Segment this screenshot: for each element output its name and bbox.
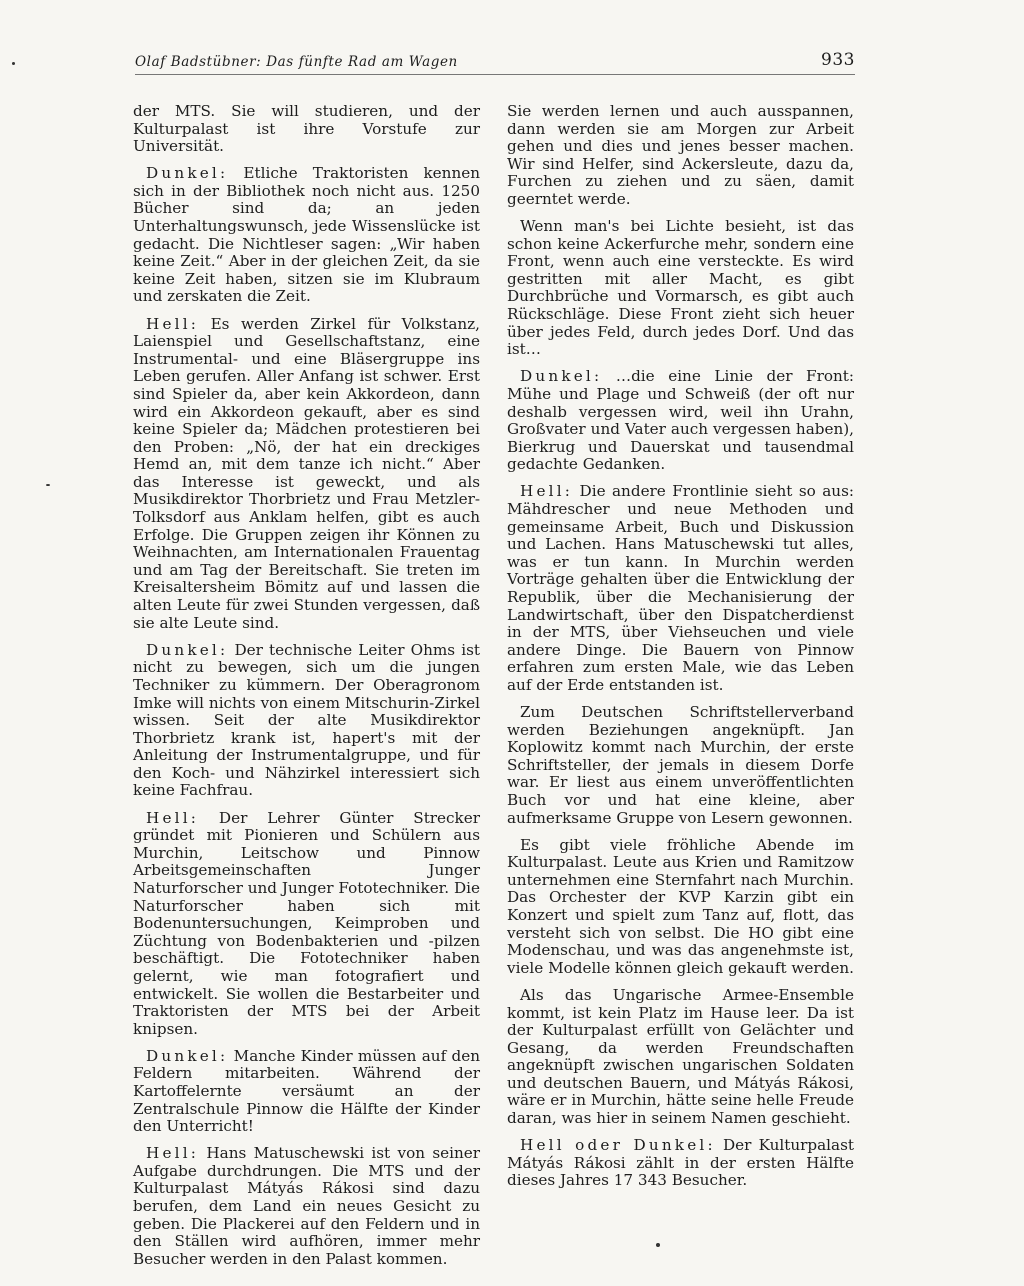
paragraph: [133, 165, 480, 306]
right-column: [507, 103, 854, 1199]
paragraph: [133, 810, 480, 1039]
speaker-label: Hell:: [520, 482, 574, 501]
paragraph: [133, 1048, 480, 1136]
paragraph-text: Der technische Leiter Ohms ist nicht zu bewegen, sich um die jungen Techniker zu kümmern. Der Oberagronom Imke will nichts von einem Mitschurin-Zirkel wissen. Seit der alte Musikdirektor Thorbrietz krank ist, hapert's mit der Anleitung der Instrumentalgruppe, und für den Koch- und Nähzirkel interessiert sich keine Fachfrau.: [133, 640, 480, 800]
paragraph-text: Wenn man's bei Lichte besieht, ist das schon keine Ackerfurche mehr, sondern eine Front, wenn auch eine versteckte. Es wird gestritten mit aller Macht, es gibt Durchbrüche und Vormarsch, es gibt auch Rückschläge. Diese Front zieht sich heuer über jedes Feld, durch jedes Dorf. Und das ist…: [507, 217, 854, 359]
paragraph-text: der MTS. Sie will studieren, und der Kulturpalast ist ihre Vorstufe zur Universität.: [133, 102, 480, 156]
paragraph: [507, 837, 854, 978]
speaker-label: Hell oder Dunkel:: [520, 1136, 716, 1155]
speaker-label: Hell:: [146, 314, 200, 333]
speaker-label: Dunkel:: [146, 1046, 229, 1065]
paragraph-text: …die eine Linie der Front: Mühe und Plage und Schweiß (der oft nur deshalb vergessen wird, weil ihn Urahn, Großvater und Vater auch vergessen haben), Bierkrug und Dauerskat und tausendmal gedachte Gedanken.: [507, 367, 855, 474]
paragraph-text: Sie werden lernen und auch ausspannen, dann werden sie am Morgen zur Arbeit gehen und dies und jenes besser machen. Wir sind Helfer, sind Ackersleute, dazu da, Furchen zu ziehen und zu säen, damit geerntet werde.: [507, 102, 854, 208]
paragraph-text: Als das Ungarische Armee-Ensemble kommt, ist kein Platz im Hause leer. Da ist der Kulturpalast erfüllt von Gelächter und Gesang, da werden Freundschaften angeknüpft zwischen ungarischen Soldaten und deutschen Bauern, und Mátyás Rákosi, wäre er in Murchin, hätte seine helle Freude daran, was hier in seinem Namen geschieht.: [507, 985, 854, 1128]
paragraph-text: Hans Matuschewski ist von seiner Aufgabe durchdrungen. Die MTS und der Kulturpalast Mátyás Rákosi sind dazu berufen, dem Land ein neues Gesicht zu geben. Die Plackerei auf den Feldern und in den Ställen wird aufhören, immer mehr Besucher werden in den Palast kommen.: [133, 1144, 480, 1268]
speaker-label: Dunkel:: [520, 367, 603, 386]
left-column: [133, 103, 480, 1278]
paragraph: [507, 368, 854, 474]
paragraph: [133, 642, 480, 800]
paragraph: [507, 483, 854, 694]
speaker-label: Dunkel:: [146, 640, 229, 659]
paragraph-text: Der Lehrer Günter Strecker gründet mit Pionieren und Schülern aus Murchin, Leitschow und Pinnow Arbeitsgemeinschaften Junger Naturforscher und Junger Fototechniker. Die Naturforscher haben sich mit Bodenuntersuchungen, Keimproben und Züchtung von Bodenbakterien und -pilzen beschäftigt. Die Fototechniker haben gelernt, wie man fotografiert und entwickelt. Sie wollen die Bestarbeiter und Traktoristen der MTS bei der Arbeit knipsen.: [133, 808, 480, 1038]
paragraph: [507, 704, 854, 827]
paragraph: [133, 103, 480, 156]
paragraph: [507, 218, 854, 359]
speaker-label: Dunkel:: [146, 164, 229, 183]
paragraph-text: Es werden Zirkel für Volkstanz, Laienspiel und Gesellschaftstanz, eine Instrumental- und eine Bläsergruppe ins Leben gerufen. Aller Anfang ist schwer. Erst sind Spieler da, aber kein Akkordeon, dann wird ein Akkordeon gekauft, aber es sind keine Spieler da; Mädchen protestieren bei den Proben: „Nö, der hat ein dreckiges Hemd an, mit dem tanze ich nicht.“ Aber das Interesse ist geweckt, und als Musikdirektor Thorbrietz und Frau Metzler-Tolksdorf aus Anklam helfen, gibt es auch Erfolge. Die Gruppen zeigen ihr Können zu Weihnachten, am Internationalen Frauentag und am Tag der Bereitschaft. Sie treten im Kreisaltersheim Bömitz auf und lassen die alten Leute für zwei Stunden vergessen, daß sie alte Leute sind.: [133, 314, 480, 632]
speaker-label: Hell:: [146, 1144, 200, 1163]
paragraph-text: Etliche Traktoristen kennen sich in der Bibliothek noch nicht aus. 1250 Bücher sind da; an jeden Unterhaltungswunsch, jede Wissenslücke ist gedacht. Die Nichtleser sagen: „Wir haben keine Zeit.“ Aber in der gleichen Zeit, da sie keine Zeit haben, sitzen sie im Klubraum und zerskaten die Zeit.: [133, 164, 480, 306]
paragraph-text: Der Kulturpalast Mátyás Rákosi zählt in der ersten Hälfte dieses Jahres 17 343 Besucher.: [507, 1136, 854, 1190]
scan-speck: [656, 1243, 660, 1247]
paragraph-text: Manche Kinder müssen auf den Feldern mitarbeiten. Während der Kartoffelernte versäumt an der Zentralschule Pinnow die Hälfte der Kinder den Unterricht!: [133, 1046, 481, 1136]
paragraph: [507, 103, 854, 209]
page-header: [135, 52, 855, 75]
paragraph: [133, 1145, 480, 1268]
speaker-label: Hell:: [146, 808, 200, 827]
running-head: Olaf Badstübner: Das fünfte Rad am Wagen: [135, 54, 458, 70]
page-number: 933: [821, 50, 855, 70]
paragraph: [133, 316, 480, 633]
paragraph-text: Die andere Frontlinie sieht so aus: Mähdrescher und neue Methoden und gemeinsame Arbeit, Buch und Diskussion und Lachen. Hans Matuschewski tut alles, was er tun kann. In Murchin werden Vorträge gehalten über die Entwicklung der Republik, über die Mechanisierung der Landwirtschaft, über den Dispatcherdienst in der MTS, über Viehseuchen und viele andere Dinge. Die Bauern von Pinnow erfahren zum ersten Male, wie das Leben auf der Erde entstanden ist.: [507, 482, 854, 694]
paragraph-text: Es gibt viele fröhliche Abende im Kulturpalast. Leute aus Krien und Ramitzow unternehmen eine Sternfahrt nach Murchin. Das Orchester der KVP Karzin gibt ein Konzert und spielt zum Tanz auf, flott, das versteht sich von selbst. Die HO gibt eine Modenschau, und was das angenehmste ist, viele Modelle können gleich gekauft werden.: [507, 835, 854, 977]
paragraph: [507, 1137, 854, 1190]
paragraph-text: Zum Deutschen Schriftstellerverband werden Beziehungen angeknüpft. Jan Koplowitz kommt nach Murchin, der erste Schriftsteller, der jemals in diesem Dorfe war. Er liest aus einem unveröffentlichten Buch vor und hat eine kleine, aber aufmerksame Gruppe von Lesern gewonnen.: [507, 703, 854, 827]
paragraph: [507, 987, 854, 1128]
scan-speck: [12, 62, 15, 65]
scan-speck: [46, 484, 50, 486]
